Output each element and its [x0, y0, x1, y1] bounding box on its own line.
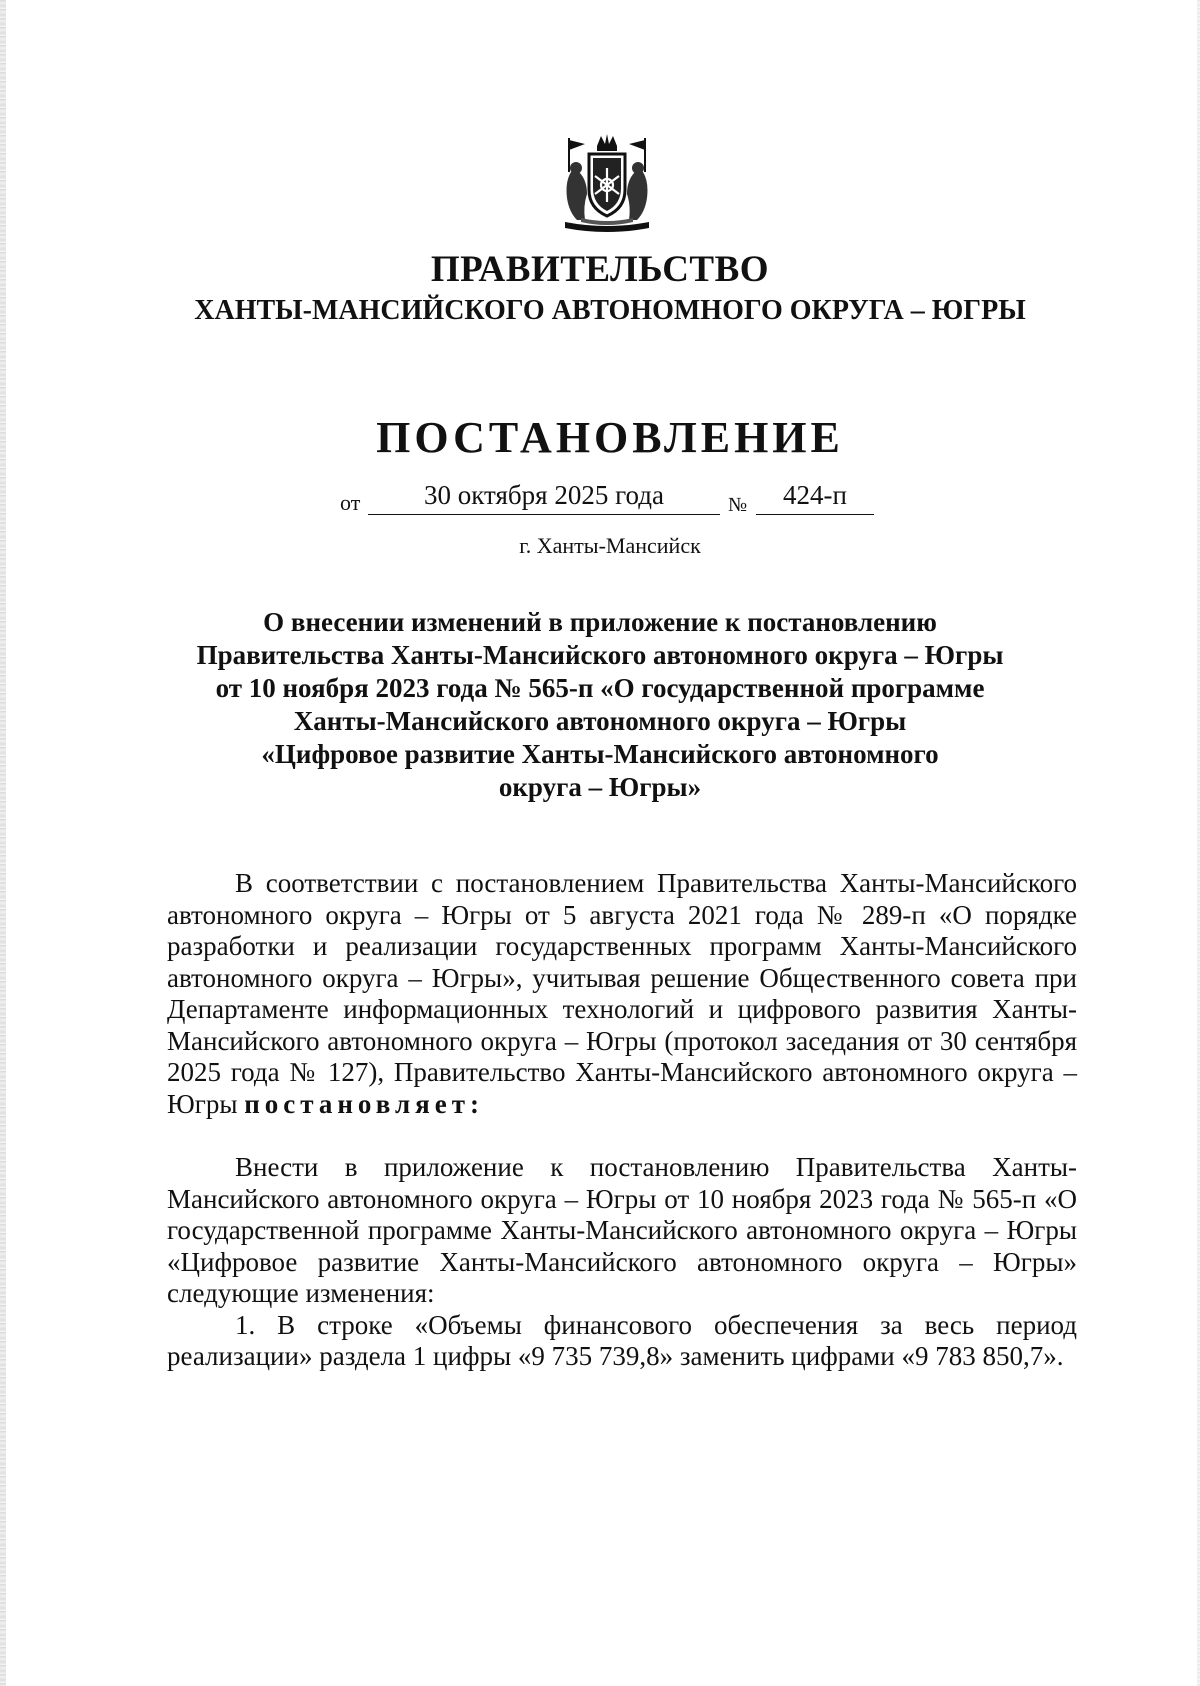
heading-line: «Цифровое развитие Ханты-Мансийского автономного: [261, 739, 939, 769]
decree-colon: :: [469, 1088, 479, 1119]
preamble-text: В соответствии с постановлением Правительства Ханты-Мансийского автономного округа – Югры от 5 августа 2021 года № 289-п «О порядке разработки и реализации государственных программ Ханты-Мансийского автономного округа – Югры», учитывая решение Общественного совета при Департаменте информационных технологий и цифрового развития Ханты-Мансийского автономного округа – Югры (протокол заседания от 30 сентября 2025 года № 127), Правительство Ханты-Мансийского автономного округа – Югры: [167, 868, 1077, 1119]
date-number-line: [0, 478, 1200, 518]
decree-word: постановляет: [244, 1088, 470, 1119]
document-heading: [140, 606, 1060, 804]
amendment-intro: Внести в приложение к постановлению Правительства Ханты-Мансийского автономного округа – Югры от 10 ноября 2023 года № 565-п «О государственной программе Ханты-Мансийского автономного округа – Югры «Цифровое развитие Ханты-Мансийского автономного округа – Югры» следующие изменения:: [167, 1152, 1077, 1308]
number-sign: №: [728, 494, 748, 516]
heading-line: О внесении изменений в приложение к постановлению: [263, 607, 937, 637]
heading-line: Правительства Ханты-Мансийского автономного округа – Югры: [196, 640, 1004, 670]
city: г. Ханты-Мансийск: [519, 533, 701, 558]
heading-line: округа – Югры»: [498, 772, 702, 802]
government-title: ПРАВИТЕЛЬСТВО: [430, 249, 770, 290]
heading-line: Ханты-Мансийского автономного округа – Югры: [293, 706, 907, 736]
date-prefix: от: [340, 490, 361, 515]
amendment-block: [167, 1152, 1077, 1373]
document-date: 30 октября 2025 года: [368, 478, 720, 515]
document-number: 424-п: [756, 478, 874, 515]
heading-line: от 10 ноября 2023 года № 565-п «О государственной программе: [215, 673, 985, 703]
document-type: ПОСТАНОВЛЕНИЕ: [376, 413, 844, 462]
amendment-item-1: 1. В строке «Объемы финансового обеспечения за весь период реализации» раздела 1 цифры «9 735 739,8» заменить цифрами «9 783 850,7».: [167, 1309, 1077, 1371]
region-title: ХАНТЫ-МАНСИЙСКОГО АВТОНОМНОГО ОКРУГА – ЮГРЫ: [194, 295, 1026, 326]
preamble-paragraph: [167, 868, 1077, 1120]
coat-of-arms-emblem: [557, 132, 657, 236]
